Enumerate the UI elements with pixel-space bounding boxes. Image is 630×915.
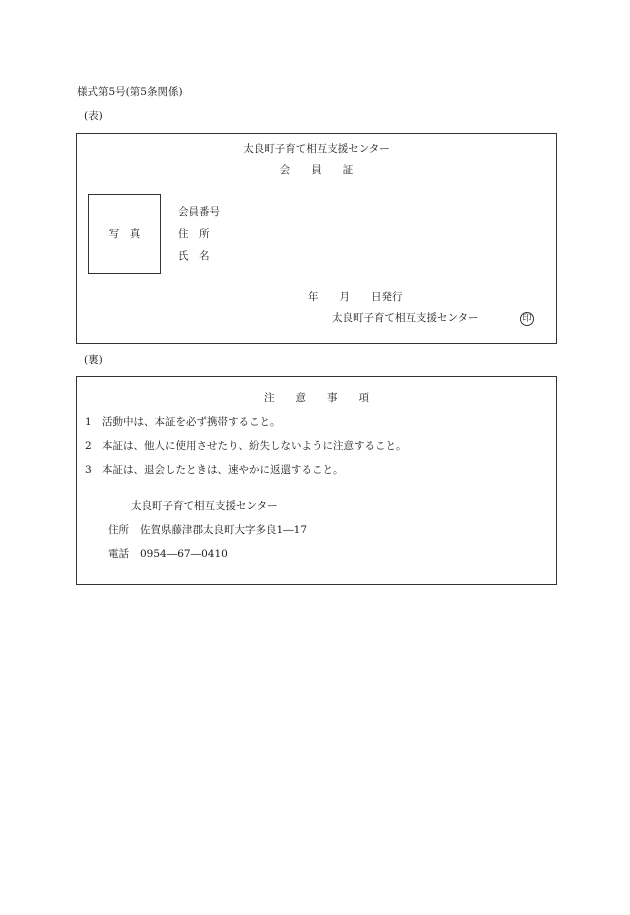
address-label: 住所 xyxy=(108,524,129,536)
issuer-name: 太良町子育て相互支援センター xyxy=(332,312,479,324)
note-text: 活動中は、本証を必ず携帯すること。 xyxy=(102,416,281,428)
photo-box xyxy=(88,194,161,274)
seal-stamp: 印 xyxy=(520,312,534,326)
card-title: 会 員 証 xyxy=(279,164,354,176)
back-card xyxy=(76,376,557,585)
note-text: 本証は、退会したときは、速やかに返還すること。 xyxy=(102,464,344,476)
field-name: 氏 名 xyxy=(178,250,210,262)
field-address: 住 所 xyxy=(178,228,210,240)
notice-title: 注 意 事 項 xyxy=(264,392,369,404)
phone-value: 0954―67―0410 xyxy=(140,548,228,560)
front-card xyxy=(76,133,557,344)
note-number: 3 xyxy=(85,464,92,476)
address-value: 佐賀県藤津郡太良町大字多良1―17 xyxy=(140,524,308,536)
issue-date: 年 月 日発行 xyxy=(308,291,403,303)
note-number: 2 xyxy=(85,440,92,452)
back-label: (裏) xyxy=(84,354,103,366)
front-org-name: 太良町子育て相互支援センター xyxy=(243,143,390,155)
note-number: 1 xyxy=(85,416,92,428)
back-org-name: 太良町子育て相互支援センター xyxy=(131,500,278,512)
phone-label: 電話 xyxy=(108,548,129,560)
field-member-number: 会員番号 xyxy=(178,206,220,218)
front-label: (表) xyxy=(84,110,103,122)
form-label: 様式第5号(第5条関係) xyxy=(77,86,183,98)
photo-label: 写 真 xyxy=(108,228,141,240)
note-text: 本証は、他人に使用させたり、紛失しないように注意すること。 xyxy=(102,440,407,452)
